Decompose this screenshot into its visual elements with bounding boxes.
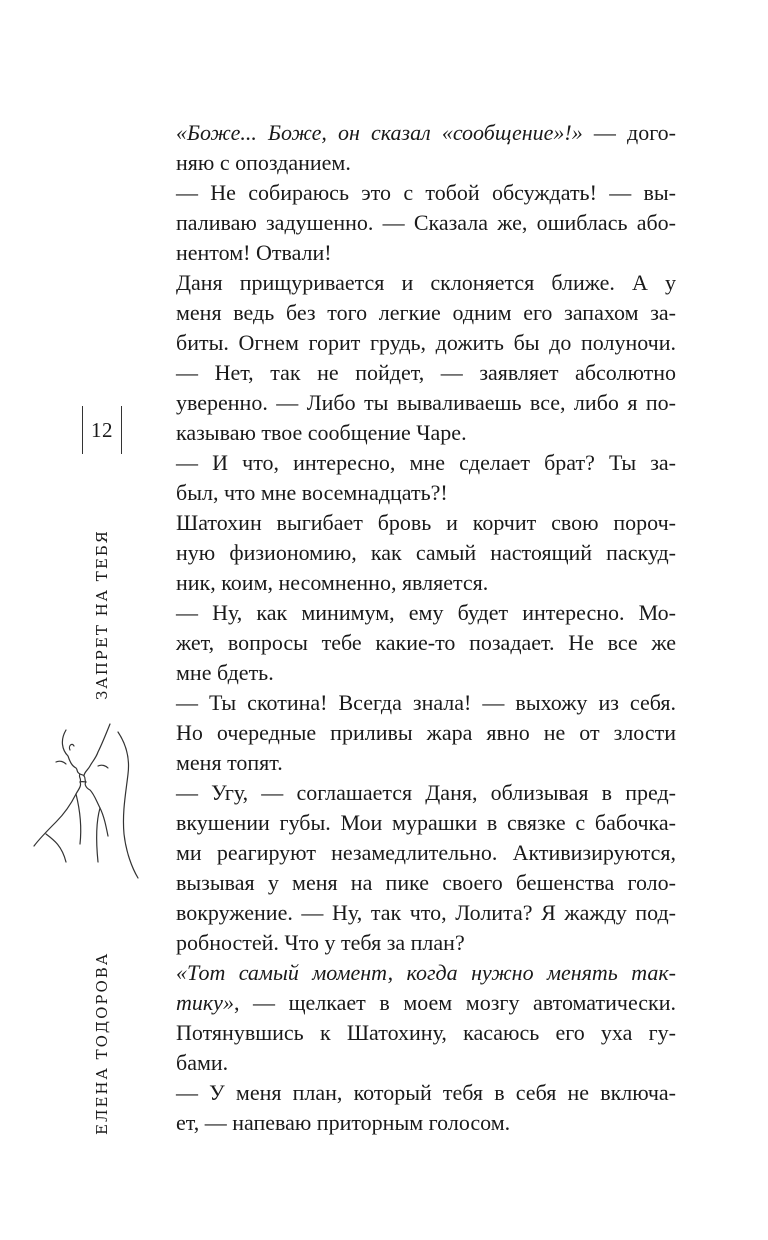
text-segment: — Не собираюсь это с тобой обсуждать! — вы- (176, 180, 676, 205)
text-segment: меня ведь без того легкие одним его запахом за- (176, 300, 676, 325)
text-segment: , — щелкает в моем мозгу автоматически. (233, 990, 676, 1015)
text-line (176, 388, 676, 418)
text-line (176, 358, 676, 388)
page-number: 12 (82, 406, 122, 454)
text-segment: — И что, интересно, мне сделает брат? Ты за- (176, 450, 676, 475)
text-line (176, 958, 676, 988)
text-line (176, 538, 676, 568)
text-line (176, 868, 676, 898)
text-line (176, 568, 676, 598)
text-segment: биты. Огнем горит грудь, дожить бы до полуночи. (176, 330, 676, 355)
text-line (176, 328, 676, 358)
text-line (176, 688, 676, 718)
text-line (176, 778, 676, 808)
text-segment: вокружение. — Ну, так что, Лолита? Я жажду под- (176, 900, 676, 925)
text-line (176, 238, 676, 268)
text-segment: — Ты скотина! Всегда знала! — выхожу из себя. (176, 690, 676, 715)
text-line (176, 268, 676, 298)
text-segment: мне бдеть. (176, 660, 274, 685)
text-segment: бами. (176, 1050, 229, 1075)
body-text (176, 118, 676, 1138)
text-segment: робностей. Что у тебя за план? (176, 930, 465, 955)
text-segment: ную физиономию, как самый настоящий паскуд- (176, 540, 676, 565)
text-line (176, 1018, 676, 1048)
text-segment: вкушении губы. Мои мурашки в связке с бабочка- (176, 810, 676, 835)
left-margin (0, 0, 150, 1240)
text-segment: вызывая у меня на пике своего бешенства голо- (176, 870, 676, 895)
text-line (176, 718, 676, 748)
text-segment: жет, вопросы тебе какие-то позадает. Не все же (176, 630, 676, 655)
text-line (176, 628, 676, 658)
text-segment: Потянувшись к Шатохину, касаюсь его уха гу- (176, 1020, 676, 1045)
text-line (176, 808, 676, 838)
text-segment: ет, — напеваю приторным голосом. (176, 1110, 511, 1135)
text-segment: паливаю задушенно. — Сказала же, ошиблась або- (176, 210, 676, 235)
text-line (176, 1048, 676, 1078)
text-segment: Даня прищуривается и склоняется ближе. А у (176, 270, 676, 295)
text-segment: — Нет, так не пойдет, — заявляет абсолютно (176, 360, 676, 385)
text-line (176, 598, 676, 628)
text-line (176, 118, 676, 148)
text-segment: няю с опозданием. (176, 150, 351, 175)
text-line (176, 178, 676, 208)
text-segment: — дого- (582, 120, 676, 145)
text-segment: — Ну, как минимум, ему будет интересно. Мо- (176, 600, 676, 625)
text-line (176, 748, 676, 778)
text-segment: был, что мне восемнадцать?! (176, 480, 448, 505)
text-line (176, 988, 676, 1018)
text-line (176, 298, 676, 328)
text-line (176, 658, 676, 688)
text-segment: меня топят. (176, 750, 283, 775)
text-line (176, 508, 676, 538)
running-title: ЗАПРЕТ НА ТЕБЯ (93, 529, 111, 700)
text-line (176, 448, 676, 478)
text-line (176, 928, 676, 958)
text-segment: «Тот самый момент, когда нужно менять так- (176, 960, 676, 985)
text-line (176, 478, 676, 508)
text-segment: Шатохин выгибает бровь и корчит свою пороч- (176, 510, 676, 535)
text-segment: — Угу, — соглашается Даня, облизывая в пред- (176, 780, 676, 805)
text-segment: казываю твое сообщение Чаре. (176, 420, 467, 445)
text-segment: нентом! Отвали! (176, 240, 332, 265)
kiss-line-art-icon (26, 722, 146, 882)
text-segment: ник, коим, несомненно, является. (176, 570, 489, 595)
text-segment: «Боже... Боже, он сказал «сообщение»!» (176, 120, 583, 145)
text-segment: уверенно. — Либо ты вываливаешь все, либо я по- (176, 390, 676, 415)
text-line (176, 1108, 676, 1138)
text-line (176, 418, 676, 448)
text-segment: тику» (176, 990, 234, 1015)
text-segment: — У меня план, который тебя в себя не включа- (176, 1080, 676, 1105)
text-line (176, 898, 676, 928)
text-line (176, 148, 676, 178)
text-line (176, 208, 676, 238)
text-line (176, 838, 676, 868)
author-name: ЕЛЕНА ТОДОРОВА (93, 951, 111, 1135)
text-segment: ми реагируют незамедлительно. Активизируются, (176, 840, 676, 865)
text-line (176, 1078, 676, 1108)
text-segment: Но очередные приливы жара явно не от злости (176, 720, 676, 745)
